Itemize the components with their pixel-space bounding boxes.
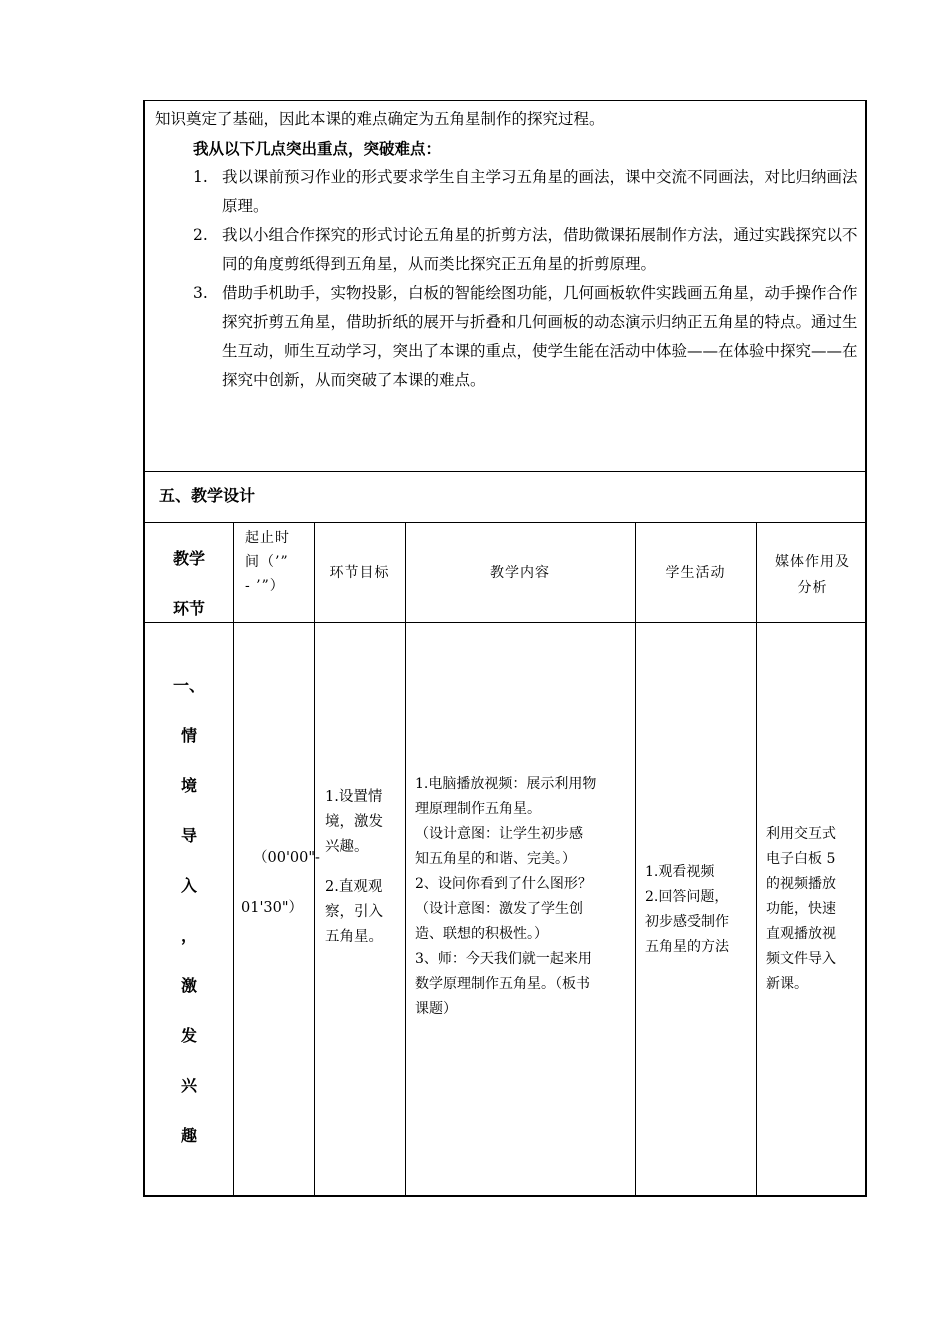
list-item-text: 借助手机助手，实物投影，白板的智能绘图功能，几何画板软件实践画五角星，动手操作合作探究折剪五角星，借助折纸的展开与折叠和几何画板的动态演示归纳正五角星的特点。通过生生互动，师生互动学习，突出了本课的重点，使学生能在活动中体验——在体验中探究——在探究中创新，从而突破了本课的难点。	[222, 284, 858, 389]
intro-list-item	[193, 279, 861, 395]
time-line: （00'00"-	[253, 850, 320, 866]
stage-char: 兴	[180, 1076, 197, 1095]
header-media	[756, 549, 869, 601]
media-line: 新课。	[766, 976, 808, 992]
student-line: 五角星的方法	[645, 939, 729, 955]
intro-heading: 我从以下几点突出重点，突破难点：	[193, 139, 442, 158]
goal-line: 1.设置情	[325, 789, 383, 805]
header-time-line: 起止时	[245, 530, 290, 546]
content-line: 课题）	[415, 1001, 457, 1017]
list-number: 1.	[193, 168, 208, 186]
intro-continuation-line: 知识奠定了基础，因此本课的难点确定为五角星制作的探究过程。	[155, 110, 605, 128]
student-line: 初步感受制作	[645, 914, 729, 930]
column-divider	[405, 522, 406, 1195]
header-time-line: - ’”）	[245, 578, 285, 594]
header-stage	[145, 534, 233, 634]
list-item-text: 我以课前预习作业的形式要求学生自主学习五角星的画法，课中交流不同画法，对比归纳画法原理。	[222, 168, 858, 215]
stage-title-vertical	[145, 661, 233, 1161]
media-line: 频文件导入	[766, 951, 836, 967]
content-line: 知五角星的和谐、完美。）	[415, 851, 576, 867]
student-activity-cell	[645, 860, 755, 960]
content-line: 数学原理制作五角星。（板书	[415, 976, 590, 992]
media-line: 功能，快速	[766, 901, 836, 917]
goal-line: 境，激发	[325, 814, 383, 830]
header-stage-line: 环节	[172, 599, 205, 618]
student-line: 1.观看视频	[645, 864, 715, 880]
content-line: 理原理制作五角星。	[415, 801, 541, 817]
section-title: 五、教学设计	[159, 486, 256, 505]
header-media-line: 分析	[797, 580, 828, 596]
header-media-line: 媒体作用及	[775, 554, 850, 570]
list-number: 3.	[193, 284, 208, 302]
stage-char: 情	[180, 726, 197, 745]
stage-char: 境	[180, 776, 197, 795]
content-line: （设计意图：激发了学生创	[415, 901, 583, 917]
header-stage-line: 教学	[172, 549, 205, 568]
header-time	[245, 526, 311, 598]
stage-char: 激	[180, 976, 197, 995]
intro-list	[155, 163, 861, 395]
content-line: 2、设问你看到了什么图形？	[415, 876, 592, 892]
column-divider	[233, 522, 234, 1195]
media-line: 利用交互式	[766, 826, 836, 842]
media-cell	[766, 822, 866, 997]
section-divider	[145, 471, 865, 472]
header-goal: 环节目标	[329, 565, 390, 581]
time-line: 01'30"）	[241, 900, 304, 916]
goal-cell	[325, 785, 403, 950]
column-divider	[635, 522, 636, 1195]
intro-list-item	[193, 221, 861, 279]
list-item-text: 我以小组合作探究的形式讨论五角星的折剪方法，借助微课拓展制作方法，通过实践探究以不同的角度剪纸得到五角星，从而类比探究正五角星的折剪原理。	[222, 226, 858, 273]
stage-char: 发	[180, 1026, 197, 1045]
goal-line: 兴趣。	[325, 839, 369, 855]
list-number: 2.	[193, 226, 208, 244]
intro-block	[155, 105, 861, 395]
stage-char: 一、	[172, 676, 205, 695]
content-line: 3、师：今天我们就一起来用	[415, 951, 592, 967]
time-range	[241, 833, 320, 933]
header-content: 教学内容	[490, 565, 550, 581]
header-student-activity: 学生活动	[665, 565, 726, 581]
content-line: 造、联想的积极性。）	[415, 926, 548, 942]
column-divider	[756, 522, 757, 1195]
header-time-line: 间（’”	[245, 554, 289, 570]
stage-char: 入	[180, 876, 197, 895]
media-line: 直观播放视	[766, 926, 836, 942]
content-cell	[415, 772, 635, 1022]
media-line: 电子白板 5	[766, 851, 836, 867]
intro-list-item	[193, 163, 861, 221]
goal-line: 五角星。	[325, 929, 383, 945]
content-line: 1.电脑播放视频：展示利用物	[415, 776, 597, 792]
student-line: 2.回答问题，	[645, 889, 729, 905]
content-line: （设计意图：让学生初步感	[415, 826, 583, 842]
table-top-border	[145, 522, 865, 523]
media-line: 的视频播放	[766, 876, 836, 892]
table-header-bottom-border	[145, 622, 865, 623]
goal-line: 2.直观观	[325, 879, 383, 895]
stage-char: ，	[180, 926, 197, 945]
document-table-frame	[143, 100, 867, 1197]
goal-line: 察，引入	[325, 904, 383, 920]
stage-char: 趣	[180, 1126, 197, 1145]
stage-char: 导	[180, 826, 197, 845]
